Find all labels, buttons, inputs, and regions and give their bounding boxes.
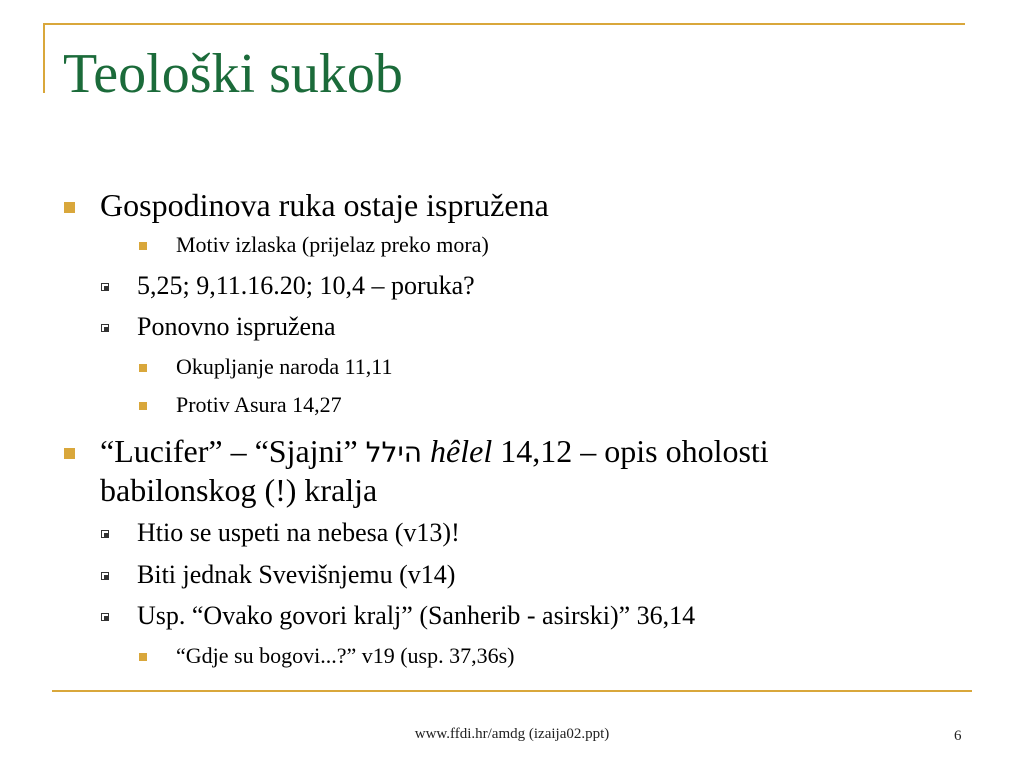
bullet-text-pre: “Lucifer” – “Sjajni” xyxy=(100,433,366,469)
page-number: 6 xyxy=(954,728,962,744)
bullet-text: 5,25; 9,11.16.20; 10,4 – poruka? xyxy=(137,271,475,300)
hollow-square-bullet-icon xyxy=(101,324,109,332)
bullet-text: Okupljanje naroda 11,11 xyxy=(176,354,393,379)
square-bullet-icon xyxy=(64,448,75,459)
square-bullet-icon xyxy=(139,653,147,661)
square-bullet-icon xyxy=(139,242,147,250)
hollow-square-bullet-icon xyxy=(101,613,109,621)
bullet-text: Biti jednak Svevišnjemu (v14) xyxy=(137,560,456,589)
footer-url: www.ffdi.hr/amdg (izaija02.ppt) xyxy=(414,726,610,742)
footer-divider xyxy=(52,690,972,692)
hollow-square-bullet-icon xyxy=(101,572,109,580)
bullet-item-7-continuation xyxy=(100,471,377,509)
bullet-item-3 xyxy=(137,270,475,302)
bullet-item-1 xyxy=(100,186,549,224)
hollow-square-bullet-icon xyxy=(101,530,109,538)
bullet-text: Htio se uspeti na nebesa (v13)! xyxy=(137,518,460,547)
bullet-text: Motiv izlaska (prijelaz preko mora) xyxy=(176,232,489,257)
bullet-text: Ponovno ispružena xyxy=(137,312,336,341)
bullet-item-8 xyxy=(137,517,460,549)
bullet-item-7 xyxy=(100,432,769,472)
bullet-item-6 xyxy=(176,391,342,419)
bullet-item-2 xyxy=(176,231,489,259)
bullet-item-5 xyxy=(176,353,392,381)
bullet-item-11 xyxy=(176,642,515,670)
transliteration: hêlel xyxy=(430,433,493,469)
bullet-item-10 xyxy=(137,600,695,632)
square-bullet-icon xyxy=(139,364,147,372)
bullet-text: Usp. “Ovako govori kralj” (Sanherib - asirski)” 36,14 xyxy=(137,601,696,630)
bullet-text: Protiv Asura 14,27 xyxy=(176,392,342,417)
bullet-item-4 xyxy=(137,311,336,343)
square-bullet-icon xyxy=(139,402,147,410)
bullet-item-9 xyxy=(137,559,455,591)
slide-title: Teološki sukob xyxy=(63,43,403,105)
bullet-text: “Gdje su bogovi...?” v19 (usp. 37,36s) xyxy=(176,643,515,668)
hebrew-word: הילל xyxy=(365,436,423,469)
hollow-square-bullet-icon xyxy=(101,283,109,291)
square-bullet-icon xyxy=(64,202,75,213)
bullet-text-post: 14,12 – opis oholosti xyxy=(492,433,769,469)
bullet-text: Gospodinova ruka ostaje ispružena xyxy=(100,187,549,223)
bullet-text-line2: babilonskog (!) kralja xyxy=(100,472,378,508)
